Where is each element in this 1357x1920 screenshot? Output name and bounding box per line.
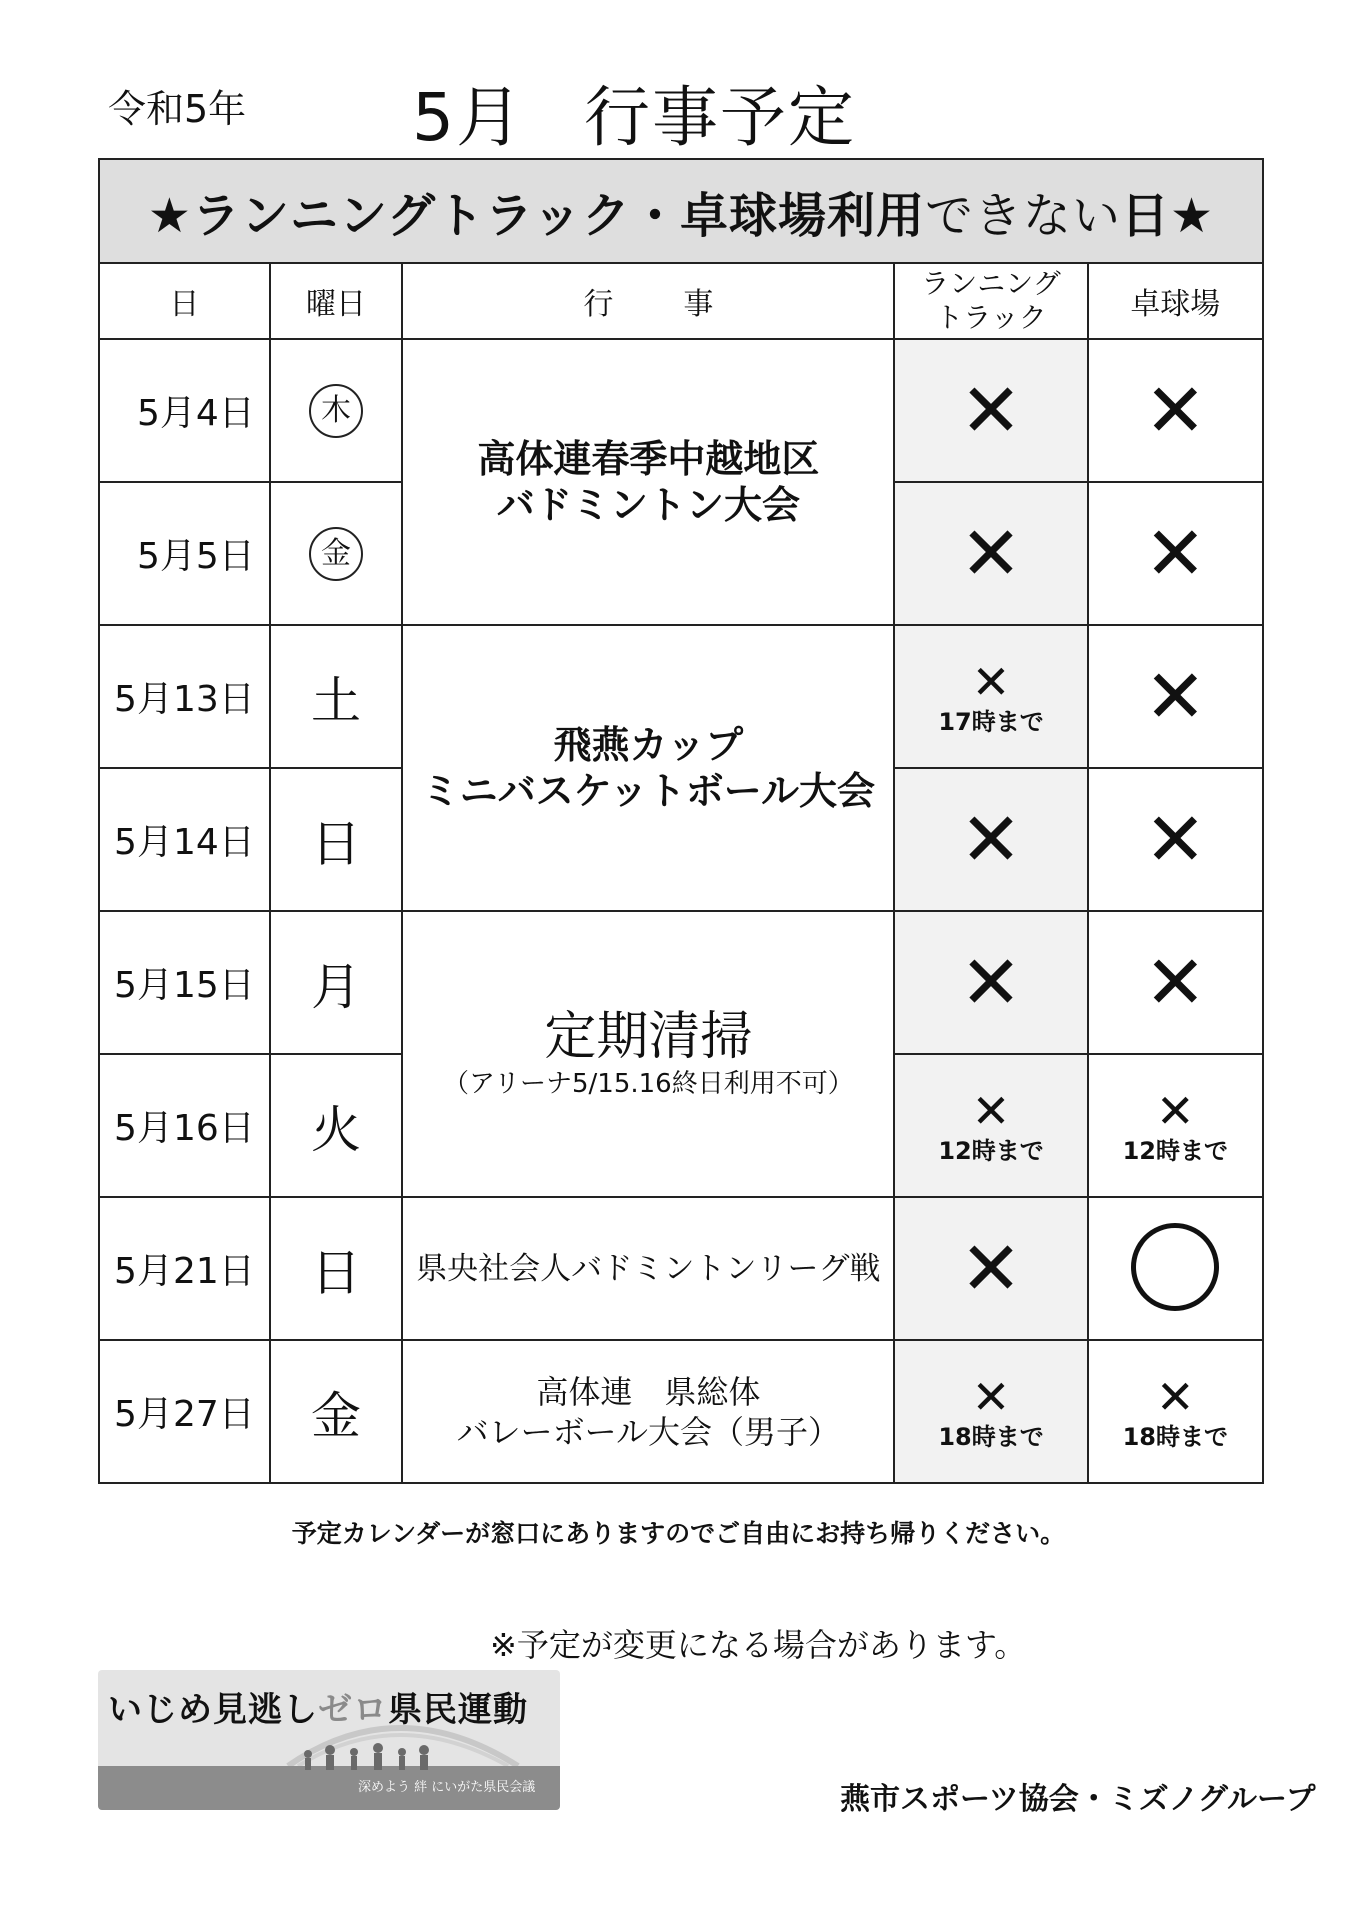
tt-cell	[1088, 768, 1263, 911]
track-cell	[894, 482, 1087, 625]
col-date: 日	[99, 263, 270, 339]
time-note: 12時まで	[938, 1136, 1044, 1165]
cross-mark: ✕	[960, 939, 1023, 1026]
col-track	[894, 263, 1087, 339]
row-date: 5月5日	[99, 482, 270, 625]
calendar-note: 予定カレンダーが窓口にありますのでご自由にお持ち帰りください。	[291, 1519, 1066, 1548]
cross-mark: ✕	[960, 510, 1023, 597]
time-note: 18時まで	[938, 1422, 1044, 1451]
event-cell	[402, 1340, 894, 1483]
row-dow	[270, 482, 403, 625]
event-line: ミニバスケットボール大会	[421, 769, 876, 813]
banner-main: ★ランニングトラック・卓球場利用	[147, 187, 926, 244]
page-title	[412, 64, 856, 159]
title-month: 5月	[412, 79, 524, 156]
cross-mark: ✕	[1144, 939, 1207, 1026]
track-cell	[894, 625, 1087, 768]
cross-mark: ✕	[1144, 510, 1207, 597]
schedule-table	[98, 158, 1264, 1484]
banner-light: できない	[925, 187, 1122, 244]
event-line: 高体連春季中越地区	[477, 437, 820, 481]
row-date: 5月14日	[99, 768, 270, 911]
holiday-circle: 金	[309, 527, 363, 581]
cross-mark: ✕	[960, 796, 1023, 883]
row-date: 5月16日	[99, 1054, 270, 1197]
title-text: 行事予定	[584, 79, 856, 156]
event-cell	[402, 911, 894, 1197]
campaign-part2: ゼロ	[318, 1690, 388, 1730]
col-track-line2: トラック	[935, 301, 1047, 334]
track-cell	[894, 768, 1087, 911]
tt-cell	[1088, 911, 1263, 1054]
header-row	[99, 263, 1263, 339]
event-cell: 県央社会人バドミントンリーグ戦	[402, 1197, 894, 1340]
event-line: バドミントン大会	[496, 483, 800, 527]
time-note: 12時まで	[1122, 1136, 1229, 1165]
row-date: 5月13日	[99, 625, 270, 768]
campaign-banner	[98, 1670, 560, 1810]
row-dow: 日	[270, 1197, 403, 1340]
campaign-part1: いじめ見逃し	[108, 1690, 318, 1730]
row-dow	[270, 339, 403, 482]
event-line: 定期清掃	[544, 1007, 753, 1067]
change-note: ※予定が変更になる場合があります。	[490, 1626, 1027, 1664]
organization-name: 燕市スポーツ協会・ミズノグループ	[840, 1782, 1316, 1817]
campaign-title	[108, 1682, 528, 1731]
table-row	[99, 339, 1263, 482]
available-circle-icon	[1131, 1223, 1219, 1311]
era-label: 令和5年	[108, 87, 247, 131]
col-event	[402, 263, 894, 339]
closure-banner	[99, 159, 1263, 263]
cross-mark: ✕	[971, 1369, 1011, 1424]
banner-end: 日★	[1121, 187, 1215, 244]
row-date: 5月15日	[99, 911, 270, 1054]
campaign-part3: 県民運動	[388, 1690, 528, 1730]
event-cell	[402, 625, 894, 911]
row-date: 5月27日	[99, 1340, 270, 1483]
cross-mark: ✕	[971, 1083, 1011, 1138]
event-subnote: （アリーナ5/15.16終日利用不可）	[443, 1069, 854, 1099]
col-event-label: 行事	[583, 287, 784, 322]
tt-cell	[1088, 1340, 1263, 1483]
row-date: 5月4日	[99, 339, 270, 482]
time-note: 18時まで	[1122, 1422, 1229, 1451]
cross-mark: ✕	[1156, 1369, 1195, 1424]
event-line: 飛燕カップ	[553, 723, 744, 767]
row-dow: 火	[270, 1054, 403, 1197]
cross-mark: ✕	[1144, 653, 1207, 740]
row-dow: 土	[270, 625, 403, 768]
table-row	[99, 1340, 1263, 1483]
row-dow: 月	[270, 911, 403, 1054]
row-dow: 金	[270, 1340, 403, 1483]
row-date: 5月21日	[99, 1197, 270, 1340]
tt-cell	[1088, 482, 1263, 625]
cross-mark: ✕	[971, 654, 1011, 709]
track-cell	[894, 1340, 1087, 1483]
track-cell	[894, 911, 1087, 1054]
table-row	[99, 625, 1263, 768]
row-dow: 日	[270, 768, 403, 911]
event-cell	[402, 339, 894, 625]
campaign-subtitle: 深めよう 絆 にいがた県民会議	[358, 1780, 536, 1795]
cross-mark: ✕	[960, 367, 1023, 454]
tt-cell	[1088, 625, 1263, 768]
table-row	[99, 1197, 1263, 1340]
col-track-line1: ランニング	[921, 267, 1061, 300]
tt-cell	[1088, 1197, 1263, 1340]
col-dow: 曜日	[270, 263, 403, 339]
track-cell	[894, 1197, 1087, 1340]
track-cell	[894, 339, 1087, 482]
cross-mark: ✕	[1156, 1083, 1195, 1138]
tt-cell	[1088, 1054, 1263, 1197]
tt-cell	[1088, 339, 1263, 482]
event-line: バレーボール大会（男子）	[456, 1412, 841, 1451]
table-row	[99, 911, 1263, 1054]
event-line: 高体連 県総体	[536, 1372, 761, 1411]
cross-mark: ✕	[1144, 367, 1207, 454]
time-note: 17時まで	[938, 707, 1044, 736]
track-cell	[894, 1054, 1087, 1197]
cross-mark: ✕	[1144, 796, 1207, 883]
col-table-tennis: 卓球場	[1088, 263, 1263, 339]
cross-mark: ✕	[960, 1225, 1023, 1312]
holiday-circle: 木	[309, 384, 363, 438]
